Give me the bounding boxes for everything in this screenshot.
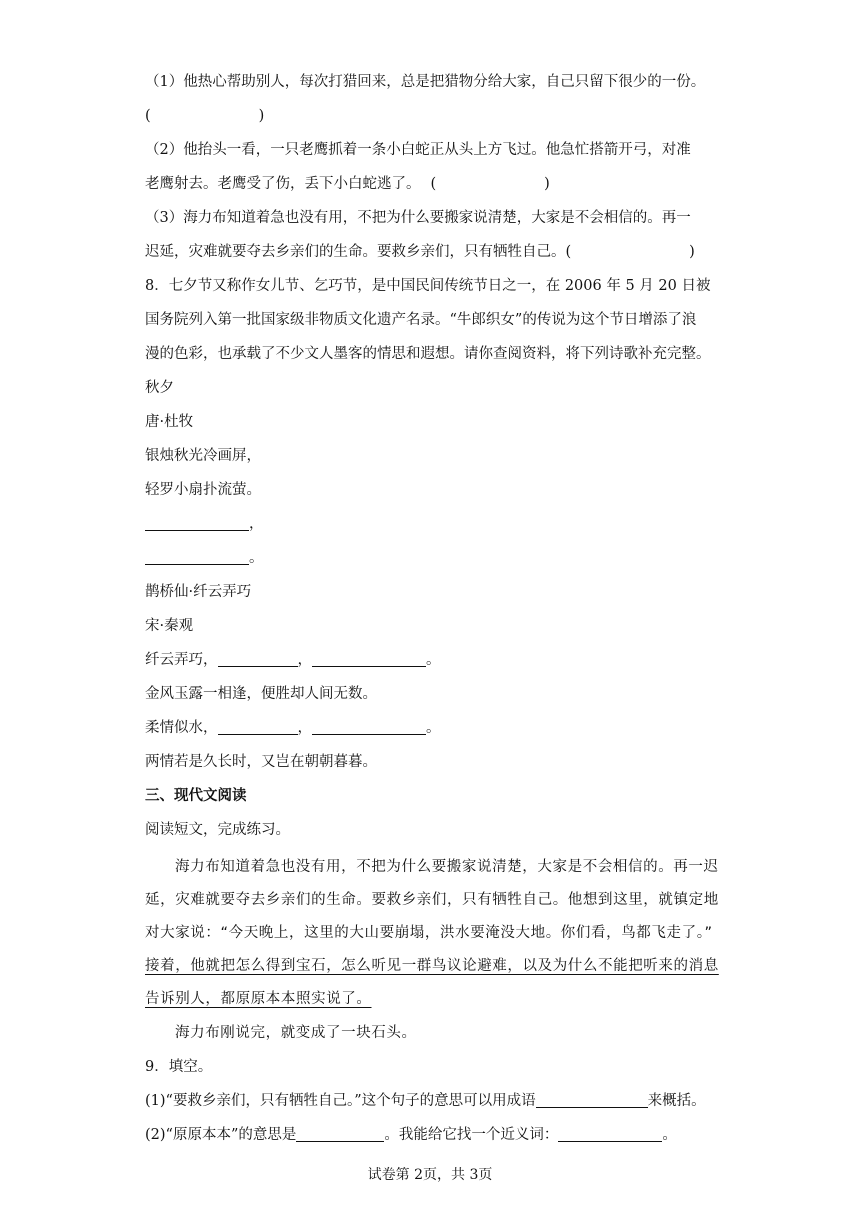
poem2-line1 [145, 650, 441, 670]
q7-item3-text-cont: 迟延，灾难就要夺去乡亲们的生命。要救乡亲们，只有牺牲自己。 [145, 244, 566, 260]
q7-item3-line1 [145, 208, 691, 228]
fill-blank[interactable] [296, 1126, 384, 1142]
section3-instruction: 阅读短文，完成练习。 [145, 822, 290, 838]
page-footer: 试卷第 2页，共 3页 [367, 1167, 493, 1183]
fill-blank[interactable] [218, 719, 298, 735]
q9-text: 。 [662, 1127, 677, 1143]
q7-item3-text: （3）海力布知道着急也没有用，不把为什么要搬家说清楚，大家是不会相信的。再一 [145, 210, 691, 226]
punct: 。 [249, 550, 264, 566]
paren-close: ) [544, 176, 550, 192]
fill-blank[interactable] [558, 1126, 662, 1142]
q8-prompt-line1 [145, 276, 710, 296]
punct: 。 [426, 652, 441, 668]
q9-text: (2)“原原本本”的意思是 [145, 1127, 297, 1143]
poem1-author: 唐·杜牧 [145, 414, 194, 430]
poem1-line1: 银烛秋光冷画屏， [145, 448, 261, 464]
paren-open: ( [565, 244, 572, 260]
poem2-line4: 两情若是久长时，又岂在朝朝暮暮。 [145, 754, 377, 770]
q9-title: 9．填空。 [145, 1059, 213, 1075]
q7-item1-answer-paren [145, 106, 264, 126]
poem2-author: 宋·秦观 [145, 618, 194, 634]
q8-prompt-line2 [145, 310, 696, 330]
paren-open: ( [430, 176, 437, 192]
q8-text: 国务院列入第一批国家级非物质文化遗产名录。“牛郎织女”的传说为这个节日增添了浪 [145, 312, 697, 328]
passage-line2: 延，灾难就要夺去乡亲们的生命。要救乡亲们，只有牺牲自己。他想到这里，就镇定地 [145, 892, 719, 908]
passage-para2: 海力布刚说完，就变成了一块石头。 [175, 1025, 417, 1041]
poem-text: 柔情似水， [145, 720, 218, 736]
q8-text: 8．七夕节又称作女儿节、乞巧节，是中国民间传统节日之一，在 2006 年 5 月 20 日被 [145, 278, 711, 294]
paren-close: ) [689, 244, 695, 260]
fill-blank[interactable] [218, 651, 298, 667]
paren-close: ) [258, 108, 265, 124]
q7-item2-line2 [145, 174, 550, 194]
poem-text: 纤云弄巧， [145, 652, 218, 668]
fill-blank[interactable] [145, 515, 249, 531]
fill-blank[interactable] [536, 1092, 648, 1108]
poem1-line4 [145, 548, 264, 568]
q7-item2-text: （2）他抬头一看，一只老鹰抓着一条小白蛇正从头上方飞过。他急忙搭箭开弓，对准 [145, 142, 691, 158]
q9-sub1 [145, 1091, 706, 1111]
fill-blank[interactable] [312, 651, 426, 667]
poem1-line2: 轻罗小扇扑流萤。 [145, 482, 261, 498]
q9-text: (1)“要救乡亲们，只有牺牲自己。”这个句子的意思可以用成语 [145, 1093, 536, 1109]
poem2-line3 [145, 718, 441, 738]
q9-text: 。我能给它找一个近义词： [384, 1127, 559, 1143]
poem1-line3 [145, 514, 264, 534]
q9-text: 来概括。 [647, 1093, 706, 1109]
poem1-title: 秋夕 [145, 380, 174, 396]
q7-item3-line2 [145, 242, 695, 262]
poem2-title: 鹊桥仙·纤云弄巧 [145, 584, 252, 600]
q7-item2-text-cont: 老鹰射去。老鹰受了伤，丢下小白蛇逃了。 [145, 176, 421, 192]
poem2-line2: 金风玉露一相逢，便胜却人间无数。 [145, 686, 377, 702]
punct: 。 [426, 720, 441, 736]
passage-line5-underlined: 告诉别人，都原原本本照实说了。 [145, 991, 372, 1007]
q8-prompt-line3 [145, 344, 711, 364]
section3-heading: 三、现代文阅读 [145, 787, 247, 804]
passage-line1: 海力布知道着急也没有用，不把为什么要搬家说清楚，大家是不会相信的。再一迟 [175, 859, 719, 875]
punct: ， [249, 516, 264, 532]
passage-line4-underlined: 接着，他就把怎么得到宝石，怎么听见一群鸟议论避难，以及为什么不能把听来的消息 [145, 958, 719, 974]
punct: ， [297, 652, 312, 668]
q7-item1-text: （1）他热心帮助别人，每次打猎回来，总是把猎物分给大家，自己只留下很少的一份。 [145, 74, 706, 90]
fill-blank[interactable] [145, 549, 249, 565]
fill-blank[interactable] [312, 719, 426, 735]
q9-sub2 [145, 1125, 677, 1145]
punct: ， [297, 720, 312, 736]
passage-line3: 对大家说：“今天晚上，这里的大山要崩塌，洪水要淹没大地。你们看，鸟都飞走了。” [145, 925, 713, 941]
q7-item2-line1 [145, 140, 691, 160]
q7-item1-line1 [145, 72, 705, 92]
q8-text: 漫的色彩，也承载了不少文人墨客的情思和遐想。请你查阅资料，将下列诗歌补充完整。 [145, 346, 711, 362]
paren-open: ( [145, 108, 151, 124]
